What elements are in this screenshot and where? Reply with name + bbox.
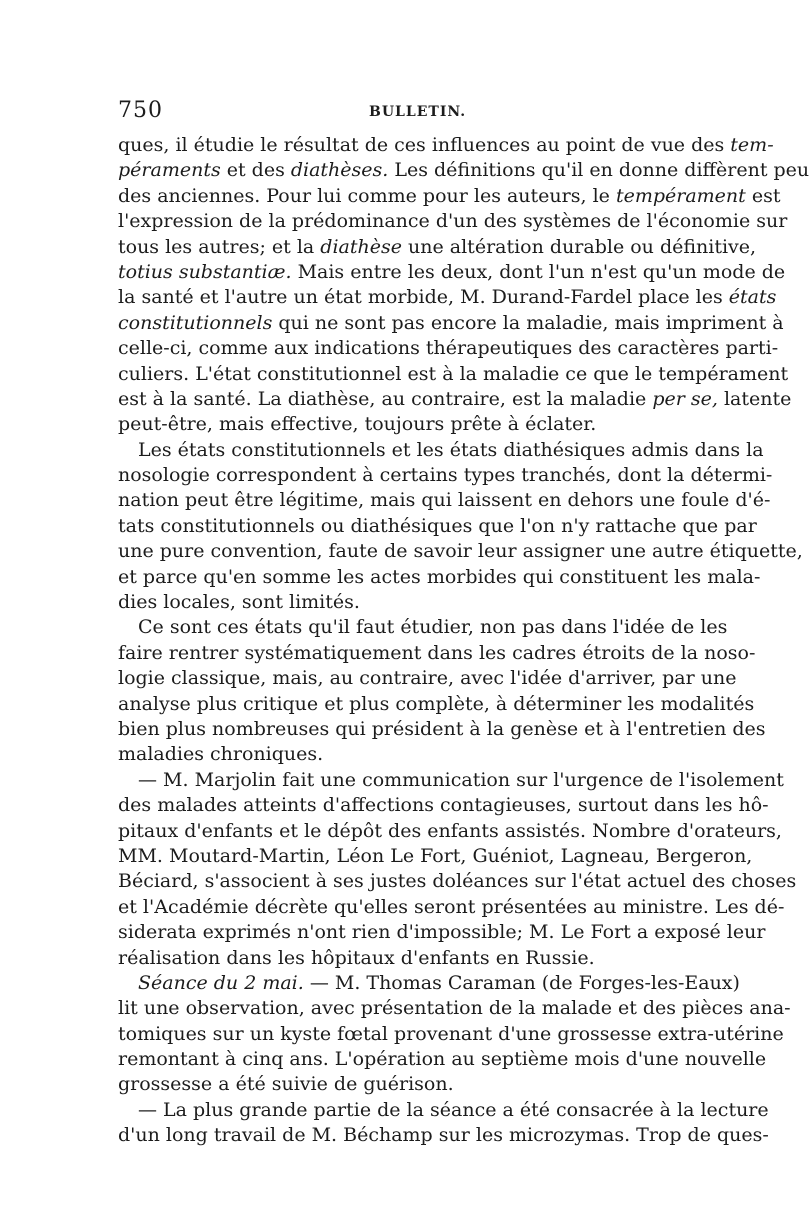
text-line	[118, 946, 684, 971]
text-line	[118, 133, 774, 158]
text-line	[118, 565, 761, 590]
text-segment: MM. Moutard-Martin, Léon Le Fort, Guéniot, Lagneau, Bergeron,	[118, 844, 753, 867]
text-line	[118, 336, 779, 361]
page-header	[118, 98, 698, 128]
text-line	[118, 819, 782, 844]
text-segment: une altération durable ou définitive,	[401, 235, 757, 258]
text-line	[118, 1072, 684, 1097]
text-segment: culiers. L'état constitutionnel est à la maladie ce que le tempérament	[118, 362, 789, 385]
text-line	[118, 1123, 769, 1148]
text-segment: Ce sont ces états qu'il faut étudier, non pas dans l'idée de les	[138, 616, 728, 639]
italic-text-segment: diathèse	[320, 235, 402, 258]
text-segment: — La plus grande partie de la séance a été consacrée à la lecture	[138, 1098, 769, 1121]
text-segment: Mais entre les deux, dont l'un n'est qu'un mode de	[291, 260, 786, 283]
text-segment: — M. Marjolin fait une communication sur l'urgence de l'isolement	[138, 768, 784, 791]
text-line	[118, 260, 786, 285]
text-line	[118, 387, 792, 412]
text-segment: nosologie correspondent à certains types tranchés, dont la détermi-	[118, 464, 773, 487]
text-segment: qui ne sont pas encore la maladie, mais impriment à	[272, 311, 784, 334]
text-segment: analyse plus critique et plus complète, à déterminer les modalités	[118, 692, 755, 715]
text-line	[118, 235, 757, 260]
text-segment: des malades atteints d'affections contagieuses, surtout dans les hô-	[118, 794, 769, 817]
text-line	[118, 844, 753, 869]
text-line	[118, 869, 797, 894]
text-segment: et des	[220, 159, 291, 182]
text-segment: la santé et l'autre un état morbide, M. Durand-Fardel place les	[118, 286, 729, 309]
text-line	[118, 412, 684, 437]
italic-text-segment: péraments	[118, 159, 221, 182]
text-segment: Béciard, s'associent à ses justes doléances sur l'état actuel des choses	[118, 870, 797, 893]
running-title: BULLETIN.	[369, 104, 467, 120]
text-line	[118, 768, 784, 793]
page-number: 750	[118, 98, 163, 123]
text-line	[118, 971, 740, 996]
italic-text-segment: totius substantiæ.	[118, 260, 292, 283]
text-line	[118, 184, 781, 209]
italic-text-segment: constitutionnels	[118, 311, 273, 334]
text-segment: grossesse a été suivie de guérison.	[118, 1073, 454, 1096]
text-segment: réalisation dans les hôpitaux d'enfants en Russie.	[118, 946, 595, 969]
text-segment: tats constitutionnels ou diathésiques que l'on n'y rattache que par	[118, 514, 757, 537]
text-line	[118, 590, 684, 615]
text-line	[118, 793, 769, 818]
text-line	[118, 362, 789, 387]
italic-text-segment: tem-	[730, 134, 774, 156]
text-line	[118, 285, 777, 310]
text-segment: tomiques sur un kyste fœtal provenant d'une grossesse extra-utérine	[118, 1022, 784, 1045]
text-segment: celle-ci, comme aux indications thérapeutiques des caractères parti-	[118, 337, 779, 360]
text-segment: Les définitions qu'il en donne diffèrent peu	[388, 159, 809, 182]
italic-text-segment: diathèses.	[290, 159, 389, 182]
text-segment: et l'Académie décrète qu'elles seront présentées au ministre. Les dé-	[118, 895, 785, 918]
italic-text-segment: per se,	[652, 387, 718, 410]
text-segment: bien plus nombreuses qui président à la genèse et à l'entretien des	[118, 717, 766, 740]
text-segment: des anciennes. Pour lui comme pour les auteurs, le	[118, 184, 616, 207]
text-line	[118, 742, 684, 767]
text-segment: latente	[717, 387, 792, 410]
text-segment: Les états constitutionnels et les états diathésiques admis dans la	[138, 438, 764, 461]
text-line	[118, 438, 764, 463]
text-segment: et parce qu'en somme les actes morbides qui constituent les mala-	[118, 565, 761, 588]
text-line	[118, 488, 771, 513]
text-line	[118, 514, 757, 539]
text-line	[118, 463, 773, 488]
italic-text-segment: états	[728, 286, 777, 309]
italic-text-segment: tempérament	[615, 184, 746, 207]
text-segment: l'expression de la prédominance d'un des systèmes de l'économie sur	[118, 210, 788, 233]
text-segment: d'un long travail de M. Béchamp sur les microzymas. Trop de ques-	[118, 1124, 769, 1147]
text-segment: pitaux d'enfants et le dépôt des enfants assistés. Nombre d'orateurs,	[118, 819, 782, 842]
text-line	[118, 996, 791, 1021]
text-line	[118, 1047, 767, 1072]
text-line	[118, 209, 788, 234]
text-segment: peut-être, mais effective, toujours prête à éclater.	[118, 413, 597, 436]
body-text	[118, 133, 809, 1149]
text-segment: lit une observation, avec présentation de la malade et des pièces ana-	[118, 997, 791, 1020]
text-line	[118, 311, 784, 336]
text-segment: tous les autres; et la	[118, 235, 321, 258]
text-segment: est	[745, 184, 781, 207]
text-segment: logie classique, mais, au contraire, avec l'idée d'arriver, par une	[118, 667, 737, 690]
text-segment: une pure convention, faute de savoir leur assigner une autre étiquette,	[118, 540, 803, 563]
text-segment: faire rentrer systématiquement dans les cadres étroits de la noso-	[118, 641, 756, 664]
text-line	[118, 666, 737, 691]
text-segment: nation peut être légitime, mais qui laissent en dehors une foule d'é-	[118, 489, 771, 512]
text-line	[118, 717, 766, 742]
text-segment: maladies chroniques.	[118, 743, 324, 766]
text-segment: est à la santé. La diathèse, au contraire, est la maladie	[118, 387, 653, 410]
text-segment: ques, il étudie le résultat de ces influences au point de vue des	[118, 134, 731, 156]
text-line	[118, 692, 755, 717]
text-line	[118, 1022, 784, 1047]
text-segment: — M. Thomas Caraman (de Forges-les-Eaux)	[303, 971, 740, 994]
text-line	[118, 920, 766, 945]
text-line	[118, 1098, 769, 1123]
text-segment: siderata exprimés n'ont rien d'impossible; M. Le Fort a exposé leur	[118, 921, 766, 944]
text-segment: remontant à cinq ans. L'opération au septième mois d'une nouvelle	[118, 1048, 767, 1071]
text-line	[118, 158, 809, 183]
text-line	[118, 641, 756, 666]
text-line	[118, 539, 803, 564]
text-segment: dies locales, sont limités.	[118, 591, 360, 614]
text-line	[118, 615, 728, 640]
text-line	[118, 895, 785, 920]
italic-text-segment: Séance du 2 mai.	[138, 971, 304, 994]
